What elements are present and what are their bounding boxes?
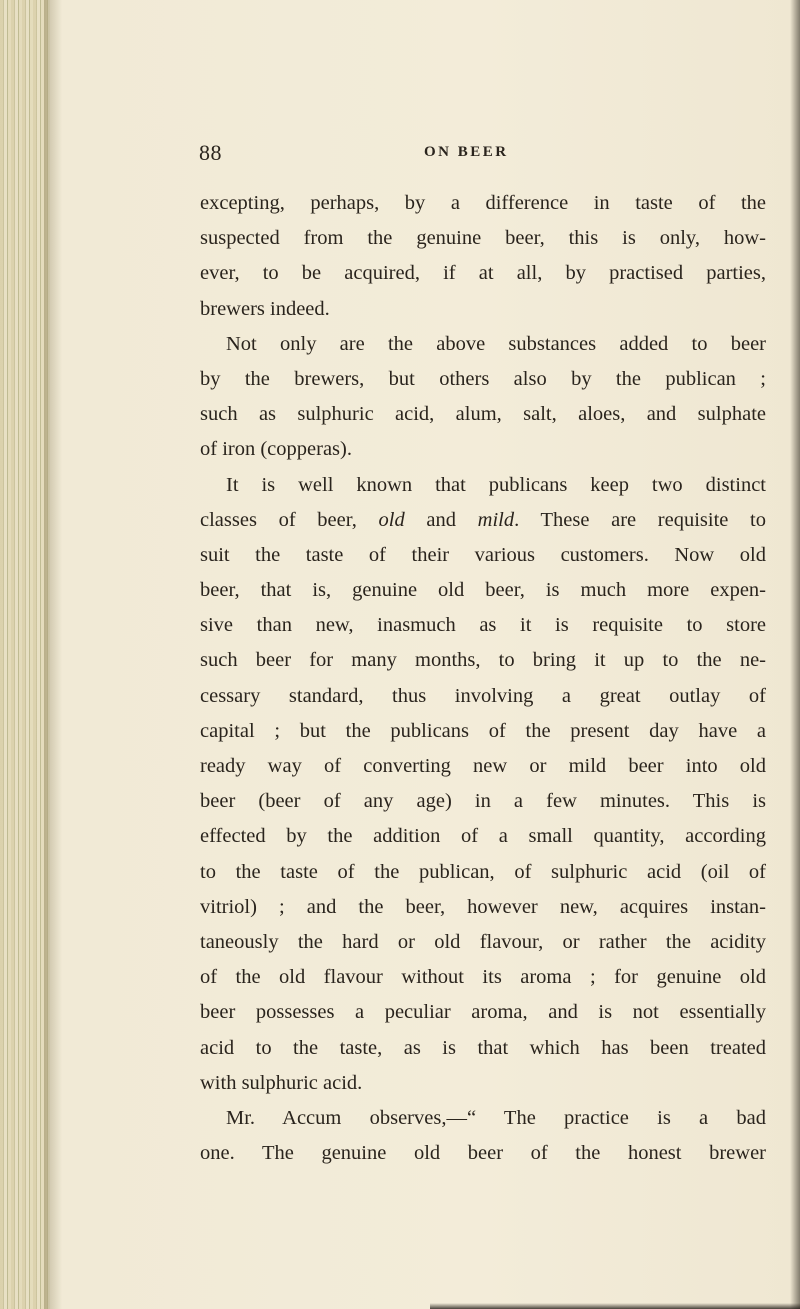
text-line: Mr. Accum observes,—“ The practice is a bad xyxy=(226,1106,766,1129)
page-bottom-edge xyxy=(430,1303,800,1309)
italic-word-mild: mild xyxy=(477,508,515,531)
text-line: It is well known that publicans keep two distinct xyxy=(226,473,766,496)
page-right-edge xyxy=(790,0,800,1309)
page-number: 88 xyxy=(199,140,222,165)
text-line: by the brewers, but others also by the publican ; xyxy=(200,367,766,390)
text-line: Not only are the above substances added to beer xyxy=(226,332,766,355)
text-line: beer, that is, genuine old beer, is much more expen- xyxy=(200,579,766,602)
text-line: beer (beer of any age) in a few minutes. This is xyxy=(200,790,766,813)
text-line: one. The genuine old beer of the honest brewer xyxy=(200,1142,766,1165)
body-text xyxy=(200,186,766,1171)
text-line: of iron (copperas). xyxy=(200,438,352,461)
running-head: ON BEER xyxy=(424,144,509,160)
text-run: classes of beer, xyxy=(200,508,379,531)
text-line: such beer for many months, to bring it up to the ne- xyxy=(200,649,766,672)
text-line: such as sulphuric acid, alum, salt, aloes, and sulphate xyxy=(200,403,766,426)
text-line: capital ; but the publicans of the present day have a xyxy=(200,719,766,742)
text-line: excepting, perhaps, by a difference in taste of the xyxy=(200,192,766,214)
text-run: . These are requisite to xyxy=(514,508,766,531)
text-line: ready way of converting new or mild beer into old xyxy=(200,755,766,777)
text-line: sive than new, inasmuch as it is requisite to store xyxy=(200,614,766,637)
text-line: taneously the hard or old flavour, or rather the acidity xyxy=(200,930,766,953)
text-line: with sulphuric acid. xyxy=(200,1071,363,1094)
text-line: suit the taste of their various customers. Now old xyxy=(200,543,766,566)
text-line: ever, to be acquired, if at all, by practised parties, xyxy=(200,262,766,285)
text-line-with-italics xyxy=(200,503,766,538)
text-line: cessary standard, thus involving a great outlay of xyxy=(200,684,766,707)
text-line: suspected from the genuine beer, this is only, how- xyxy=(200,227,766,250)
italic-word-old: old xyxy=(378,508,405,531)
text-line: of the old flavour without its aroma ; for genuine old xyxy=(200,966,766,989)
text-line: vitriol) ; and the beer, however new, acquires instan- xyxy=(200,895,766,918)
text-line: beer possesses a peculiar aroma, and is not essentially xyxy=(200,1001,766,1024)
text-line: to the taste of the publican, of sulphuric acid (oil of xyxy=(200,860,766,883)
text-line: acid to the taste, as is that which has been treated xyxy=(200,1036,766,1059)
book-binding-edge xyxy=(0,0,50,1309)
page-header xyxy=(199,140,759,170)
text-line: effected by the addition of a small quantity, according xyxy=(200,825,766,848)
gutter-shadow xyxy=(44,0,62,1309)
text-run: and xyxy=(404,508,478,531)
text-line: brewers indeed. xyxy=(200,297,330,320)
